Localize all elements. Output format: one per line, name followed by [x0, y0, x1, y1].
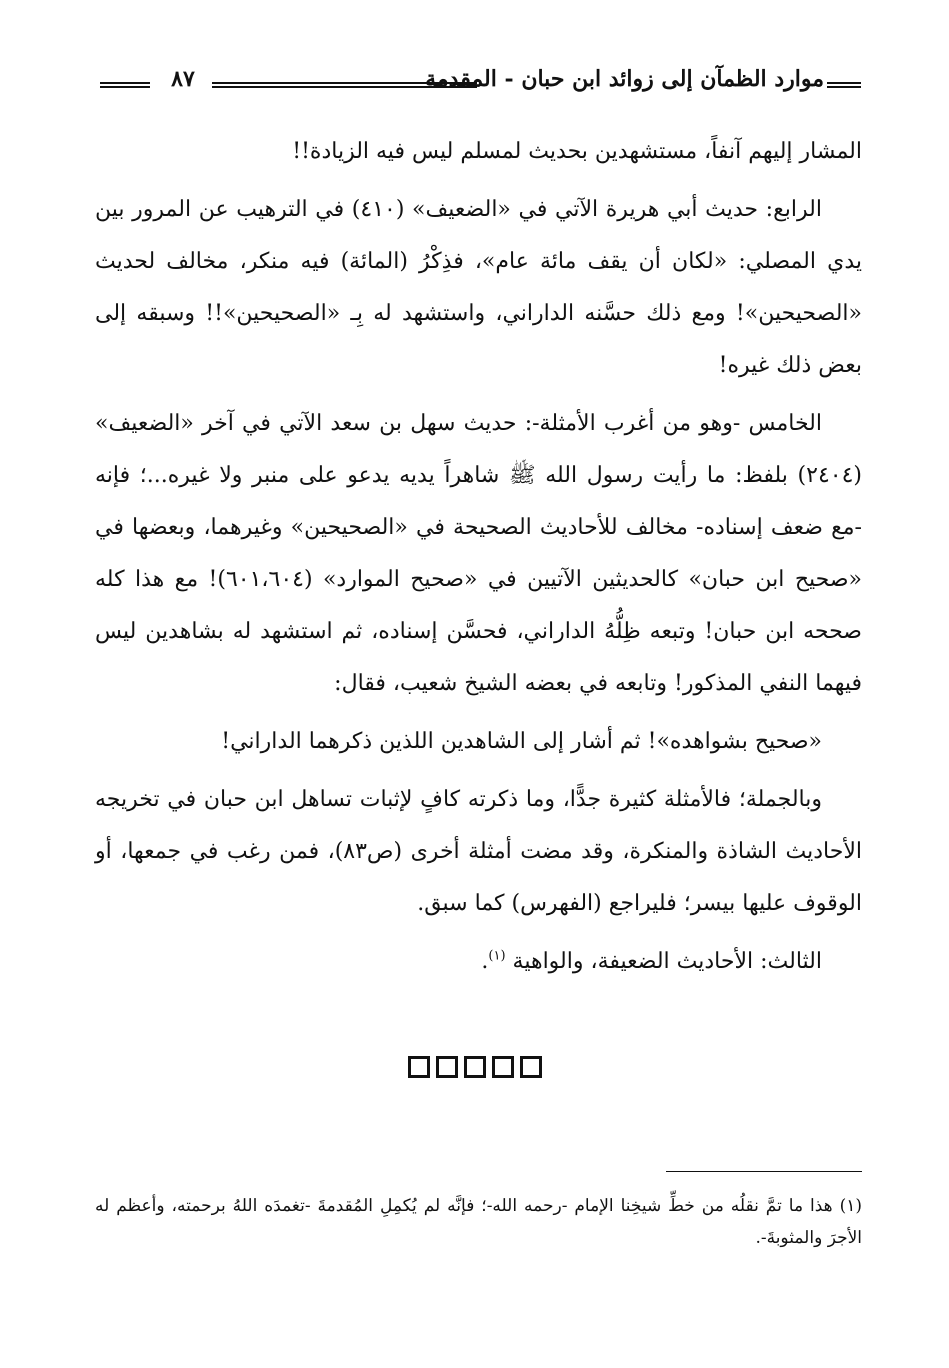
separator-box: [464, 1056, 486, 1078]
page-number: ٨٧: [171, 66, 195, 92]
body-text: [95, 126, 862, 994]
paragraph-fourth-example: الرابع: حديث أبي هريرة الآتي في «الضعيف» (٤١٠) في الترهيب عن المرور بين يدي المصلي: «لكان أن يقف مائة عام»، فذِكْرُ (المائة) فيه منكر، مخالف لحديث «الصحيحين»! ومع ذلك حسَّنه الداراني، واستشهد له بِـ «الصحيحين»!! وسبقه إلى بعض ذلك غيره!: [95, 197, 862, 378]
paragraph-summary: وبالجملة؛ فالأمثلة كثيرة جدًّا، وما ذكرته كافٍ لإثبات تساهل ابن حبان في تخريجه الأحاديث الشاذة والمنكرة، وقد مضت أمثلة أخرى (ص٨٣)، فمن رغب في جمعها، أو الوقوف عليها بيسر؛ فليراجع (الفهرس) كما سبق.: [95, 787, 862, 916]
running-header: [92, 62, 862, 106]
footnote-reference: (١): [488, 948, 506, 964]
separator-box: [492, 1056, 514, 1078]
paragraph-fifth-example: الخامس -وهو من أغرب الأمثلة-: حديث سهل بن سعد الآتي في آخر «الضعيف» (٢٤٠٤) بلفظ: ما رأيت رسول الله ﷺ شاهراً يديه يدعو على منبر ولا غيره...؛ فإنه -مع ضعف إسناده- مخالف للأحاديث الصحيحة في «الصحيحين» وغيرهما، وبعضها في «صحيح ابن حبان» كالحديثين الآتيين في «صحيح الموارد» (٦٠١،٦٠٤)! مع هذا كله صححه ابن حبان! وتبعه ظِلُّهُ الداراني، فحسَّن إسناده، ثم استشهد له بشاهدين ليس فيهما النفي المذكور! وتابعه في بعضه الشيخ شعيب، فقال:: [95, 411, 862, 696]
footnote: (١) هذا ما تمَّ نقلُه من خطِّ شيخِنا الإمام -رحمه الله-؛ فإنَّه لم يُكمِلِ المُقدمةَ -تغمدَه اللهُ برحمته، وأعظم له الأجرَ والمثوبةَ-.: [95, 1196, 862, 1248]
separator-box: [436, 1056, 458, 1078]
section-separator: [0, 1056, 949, 1082]
running-title: موارد الظمآن إلى زوائد ابن حبان - المقدمة: [425, 66, 824, 92]
footnote-divider: [666, 1171, 862, 1172]
separator-box: [520, 1056, 542, 1078]
paragraph-quote: «صحيح بشواهده»! ثم أشار إلى الشاهدين اللذين ذكرهما الداراني!: [221, 729, 822, 754]
header-rule-left: [100, 82, 150, 88]
separator-box: [408, 1056, 430, 1078]
header-rule-right: [827, 82, 861, 88]
third-heading-line: الثالث: الأحاديث الضعيفة، والواهية $^{(١)}$.: [481, 948, 822, 974]
third-heading: الثالث: الأحاديث الضعيفة، والواهية: [512, 949, 822, 974]
paragraph-continuation: المشار إليهم آنفاً، مستشهدين بحديث لمسلم ليس فيه الزيادة!!: [292, 139, 862, 164]
